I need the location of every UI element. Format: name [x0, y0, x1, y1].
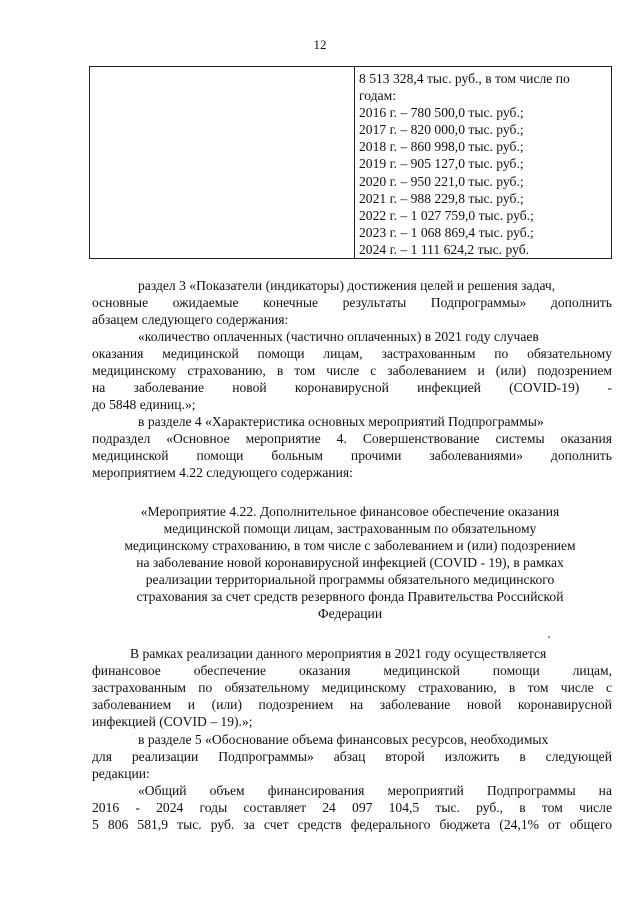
total-funding-quote-line: 5 806 581,9 тыс. руб. за счет средств федерального бюджета (24,1% от общего — [92, 817, 612, 832]
funding-year-2020: 2020 г. – 950 221,0 тыс. руб.; — [359, 173, 524, 189]
section4-line: мероприятием 4.22 следующего содержания: — [92, 465, 353, 480]
total-funding-quote-paragraph — [92, 782, 612, 833]
section5-line: редакции: — [92, 766, 150, 781]
section4-line: медицинской помощи больным прочими заболеваниями» дополнить — [92, 448, 612, 463]
funding-year-2024: 2024 г. – 1 111 624,2 тыс. руб. — [359, 241, 530, 257]
measure-body-line: финансовое обеспечение оказания медицинской помощи лицам, — [92, 663, 612, 678]
section4-line: в разделе 4 «Характеристика основных мероприятий Подпрограммы» — [138, 414, 544, 429]
measure-body-paragraph — [92, 645, 612, 730]
measure-title-line: Федерации — [317, 606, 383, 621]
funding-total-line: 8 513 328,4 тыс. руб., в том числе по — [359, 71, 570, 86]
section3-line: абзацем следующего содержания: — [92, 312, 289, 327]
funding-year-2018: 2018 г. – 860 998,0 тыс. руб.; — [359, 139, 524, 155]
page-number: 12 — [313, 37, 327, 52]
section3-line: основные ожидаемые конечные результаты Подпрограммы» дополнить — [92, 295, 612, 310]
section5-paragraph — [92, 731, 612, 782]
section4-paragraph — [92, 413, 612, 481]
funding-table-value-cell — [355, 67, 611, 258]
measure-title-line: медицинскому страхованию, в том числе с заболеванием и (или) подозрением — [124, 538, 576, 553]
indicator-quote-line: оказания медицинской помощи лицам, застрахованным по обязательному — [92, 346, 612, 361]
funding-year-2019: 2019 г. – 905 127,0 тыс. руб.; — [359, 156, 524, 172]
measure-title — [80, 503, 620, 622]
scan-speck — [548, 636, 550, 638]
measure-title-line: «Мероприятие 4.22. Дополнительное финансовое обеспечение оказания — [140, 504, 560, 519]
total-funding-quote-line: «Общий объем финансирования мероприятий Подпрограммы на — [138, 783, 612, 798]
section5-line: для реализации Подпрограммы» абзац второй изложить в следующей — [92, 749, 612, 764]
indicator-quote-paragraph — [92, 328, 612, 413]
section4-line: подраздел «Основное мероприятие 4. Совершенствование системы оказания — [92, 431, 612, 446]
section3-line: раздел 3 «Показатели (индикаторы) достижения целей и решения задач, — [138, 278, 556, 293]
funding-year-2017: 2017 г. – 820 000,0 тыс. руб.; — [359, 122, 524, 138]
measure-title-line: страхования за счет средств резервного фонда Правительства Российской — [136, 589, 564, 604]
measure-body-line: В рамках реализации данного мероприятия в 2021 году осуществляется — [130, 646, 547, 661]
measure-body-line: заболеванием и (или) подозрением на заболевание новой коронавирусной — [92, 697, 612, 712]
funding-year-2023: 2023 г. – 1 068 869,4 тыс. руб.; — [359, 224, 534, 240]
indicator-quote-line: до 5848 единиц.»; — [92, 397, 196, 412]
total-funding-quote-line: 2016 - 2024 годы составляет 24 097 104,5 тыс. руб., в том числе — [92, 800, 612, 815]
measure-title-line: медицинской помощи лицам, застрахованным по обязательному — [163, 521, 537, 536]
section5-line: в разделе 5 «Обоснование объема финансовых ресурсов, необходимых — [138, 732, 549, 747]
indicator-quote-line: на заболевание новой коронавирусной инфекцией (COVID-19) - — [92, 380, 612, 395]
funding-table-label-cell — [90, 67, 355, 258]
funding-year-2022: 2022 г. – 1 027 759,0 тыс. руб.; — [359, 207, 534, 223]
funding-table — [89, 66, 612, 259]
measure-body-line: застрахованным по обязательному медицинскому страхованию, в том числе с — [92, 680, 612, 695]
measure-body-line: инфекцией (COVID – 19).»; — [92, 714, 253, 729]
measure-title-line: на заболевание новой коронавирусной инфекцией (COVID - 19), в рамках — [136, 555, 564, 570]
funding-years-caption: годам: — [359, 88, 396, 104]
funding-year-2016: 2016 г. – 780 500,0 тыс. руб.; — [359, 105, 524, 121]
indicator-quote-line: медицинскому страхованию, в том числе с заболеванием и (или) подозрением — [92, 363, 612, 378]
section3-paragraph — [92, 277, 612, 328]
funding-year-2021: 2021 г. – 988 229,8 тыс. руб.; — [359, 190, 524, 206]
measure-title-line: реализации территориальной программы обязательного медицинского — [145, 572, 555, 587]
indicator-quote-line: «количество оплаченных (частично оплаченных) в 2021 году случаев — [138, 329, 539, 344]
